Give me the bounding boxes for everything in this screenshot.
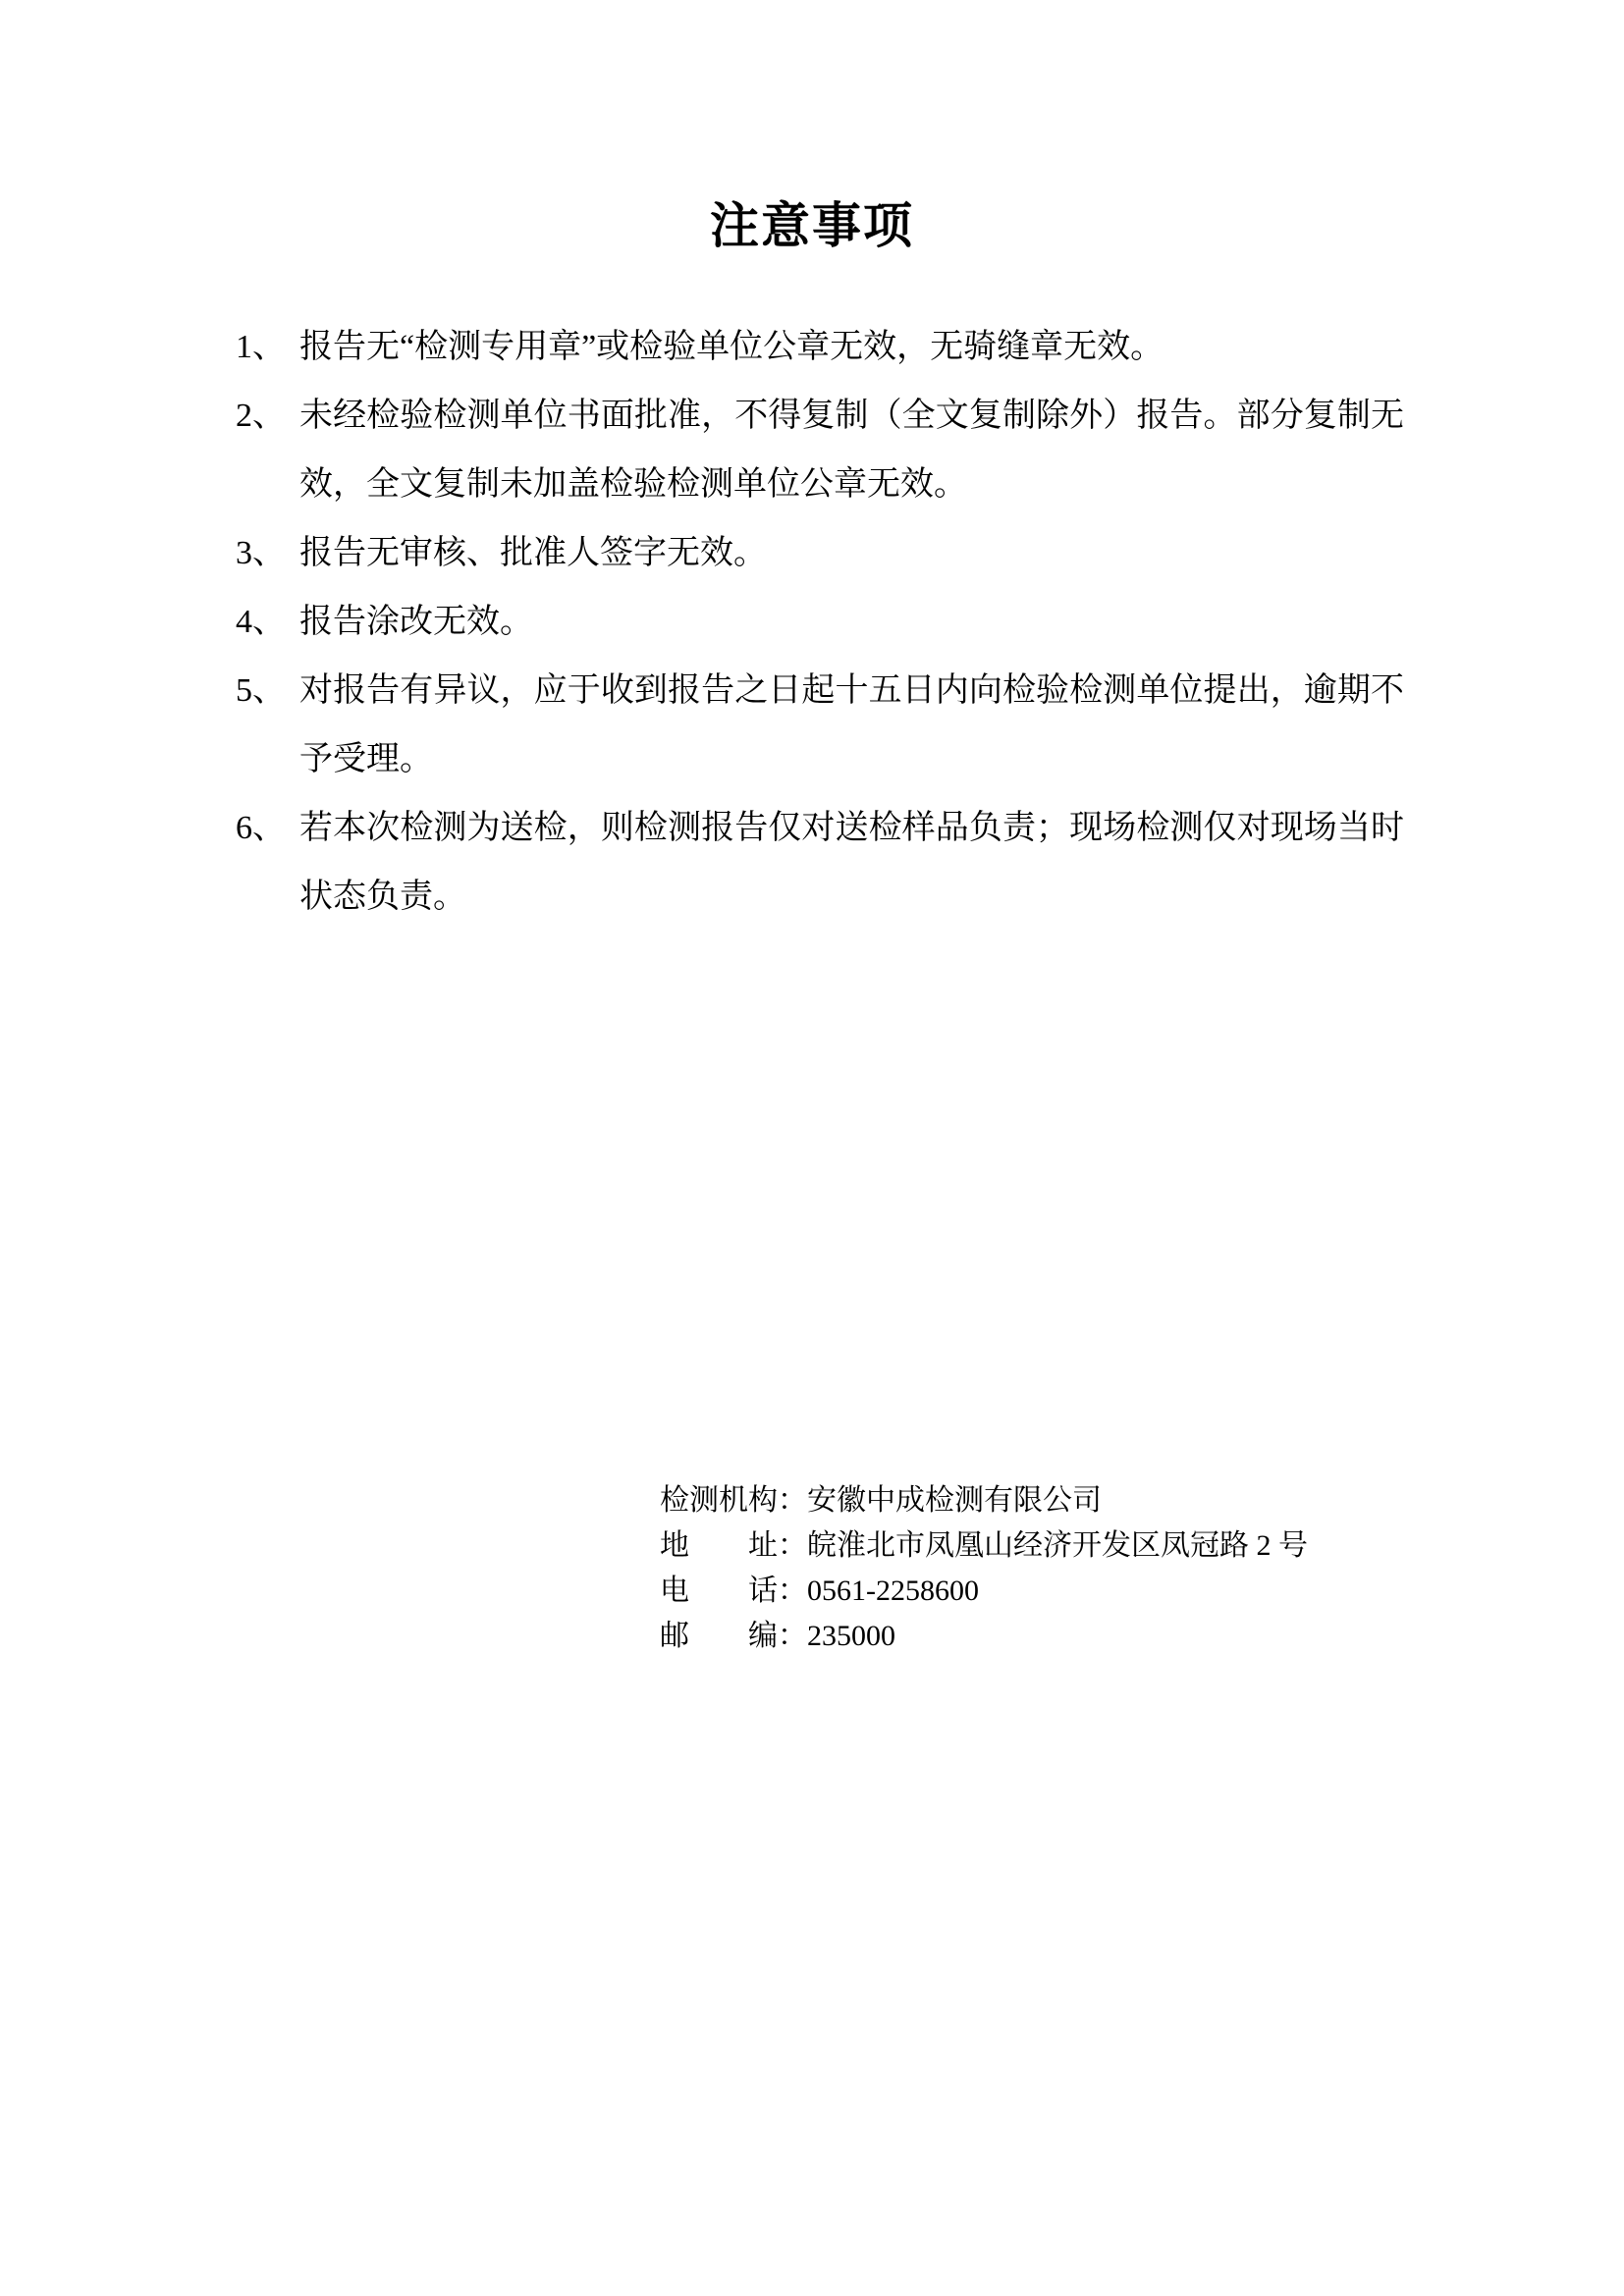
note-item-1 — [236, 313, 1624, 382]
organization-name: 安徽中成检测有限公司 — [807, 1484, 1102, 1517]
note-number: 2、 — [236, 398, 286, 434]
note-text: 报告无“检测专用章”或检验单位公章无效，无骑缝章无效。 — [299, 329, 1164, 365]
page-title: 注意事项 — [710, 198, 914, 253]
note-item-2 — [236, 382, 1624, 519]
contact-line-phone — [660, 1569, 1624, 1614]
postcode-value: 235000 — [807, 1620, 895, 1652]
contact-label: 地 址： — [660, 1529, 807, 1562]
contact-block — [660, 1478, 1624, 1659]
notes-list — [236, 313, 1624, 932]
note-number: 4、 — [236, 604, 286, 640]
note-item-4 — [236, 588, 1624, 657]
note-item-6 — [236, 794, 1624, 932]
contact-label: 检测机构： — [660, 1484, 807, 1517]
note-text: 报告无审核、批准人签字无效。 — [299, 535, 767, 571]
phone-value: 0561-2258600 — [807, 1575, 979, 1607]
note-number: 5、 — [236, 672, 286, 709]
address-value: 皖淮北市凤凰山经济开发区凤冠路 2 号 — [807, 1529, 1308, 1562]
contact-line-organization — [660, 1478, 1624, 1523]
note-number: 1、 — [236, 329, 286, 365]
note-text: 未经检验检测单位书面批准，不得复制（全文复制除外）报告。部分复制无效，全文复制未加盖检验检测单位公章无效。 — [299, 398, 1404, 503]
note-text: 对报告有异议，应于收到报告之日起十五日内向检验检测单位提出，逾期不予受理。 — [299, 672, 1404, 777]
note-text: 报告涂改无效。 — [299, 604, 533, 640]
note-number: 6、 — [236, 810, 286, 846]
note-text: 若本次检测为送检，则检测报告仅对送检样品负责；现场检测仅对现场当时状态负责。 — [299, 810, 1404, 915]
contact-line-postcode — [660, 1614, 1624, 1659]
contact-label: 邮 编： — [660, 1620, 807, 1652]
note-item-5 — [236, 657, 1624, 794]
contact-line-address — [660, 1523, 1624, 1569]
contact-label: 电 话： — [660, 1575, 807, 1607]
note-item-3 — [236, 519, 1624, 588]
note-number: 3、 — [236, 535, 286, 571]
